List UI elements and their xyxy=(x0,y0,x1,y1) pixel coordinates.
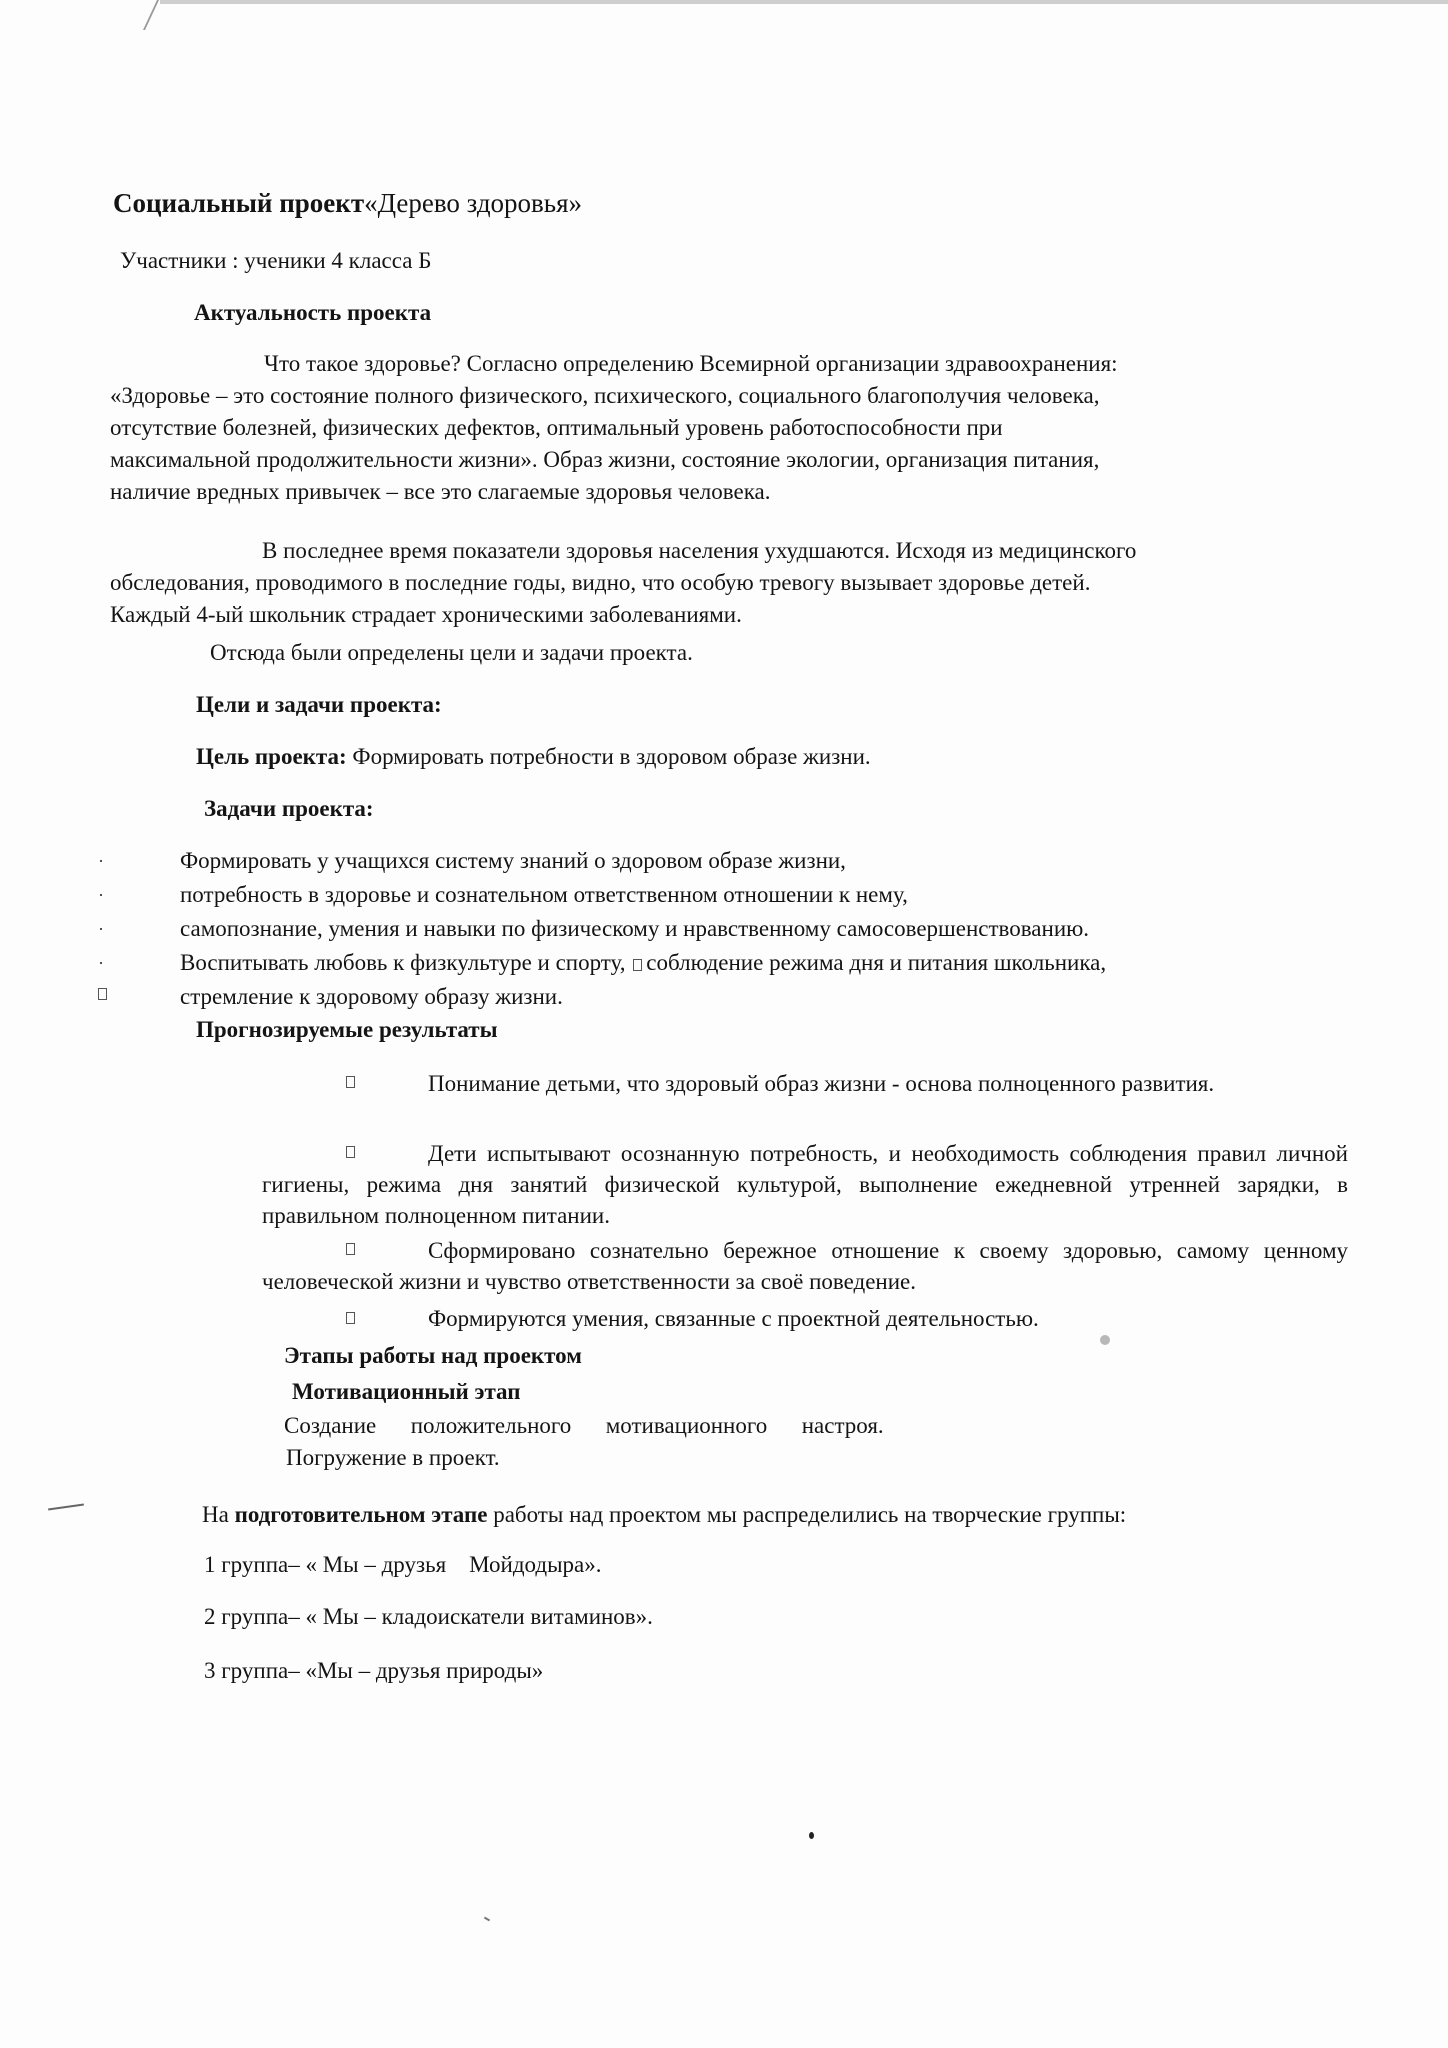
group-item-2: 2 группа– « Мы – кладоискатели витаминов». xyxy=(204,1604,653,1629)
task-item-1: Формировать у учащихся систему знаний о здоровом образе жизни, xyxy=(180,848,846,873)
para1-line4: максимальной продолжительности жизни». Образ жизни, состояние экологии, организация питания, xyxy=(110,447,1100,472)
goal-label: Цель проекта: xyxy=(196,744,347,769)
para1-line3: отсутствие болезней, физических дефектов, оптимальный уровень работоспособности при xyxy=(110,415,1003,440)
missing-glyph-icon xyxy=(98,988,107,1000)
group-item-1: 1 группа– « Мы – друзья Мойдодыра». xyxy=(204,1552,602,1577)
document-title xyxy=(113,188,582,218)
para1-line2: «Здоровье – это состояние полного физического, психического, социального благополучия человека, xyxy=(110,383,1100,408)
task-item-2: потребность в здоровье и сознательном ответственном отношении к нему, xyxy=(180,882,908,907)
scan-speck xyxy=(484,1917,490,1922)
results-heading: Прогнозируемые результаты xyxy=(196,1017,498,1042)
scan-edge xyxy=(160,0,1448,4)
bullet-dot: · xyxy=(98,919,104,939)
task-item-5: стремление к здоровому образу жизни. xyxy=(180,984,563,1009)
para2-line1: В последнее время показатели здоровья населения ухудшаются. Исходя из медицинского xyxy=(262,538,1137,563)
bullet-dot: · xyxy=(98,953,104,973)
para1-line5: наличие вредных привычек – все это слагаемые здоровья человека. xyxy=(110,479,771,504)
para2-line4: Отсюда были определены цели и задачи проекта. xyxy=(210,640,693,665)
relevance-heading: Актуальность проекта xyxy=(194,300,432,325)
motivation-heading: Мотивационный этап xyxy=(292,1379,521,1404)
task-item-4a: Воспитывать любовь к физкультуре и спорту, xyxy=(180,950,626,975)
scan-corner-mark xyxy=(143,0,177,30)
task-item-4 xyxy=(180,948,1106,978)
missing-glyph-icon xyxy=(633,959,642,971)
prep-suffix: работы над проектом мы распределились на творческие группы: xyxy=(487,1502,1127,1527)
scan-speck xyxy=(1100,1335,1110,1345)
para2-line2: обследования, проводимого в последние годы, видно, что особую тревогу вызывает здоровье детей. xyxy=(110,570,1091,595)
title-rest: «Дерево здоровья» xyxy=(364,188,583,218)
result-item-3: Сформировано сознательно бережное отношение к своему здоровью, самому ценному человеческой жизни и чувство ответственности за своё поведение. xyxy=(262,1238,1348,1294)
goal-text: Формировать потребности в здоровом образе жизни. xyxy=(346,744,871,769)
goal-line xyxy=(196,742,871,772)
motivation-line2: Погружение в проект. xyxy=(286,1445,500,1470)
prep-bold: подготовительном этапе xyxy=(234,1502,488,1527)
title-bold: Социальный проект xyxy=(113,188,365,218)
margin-pen-mark xyxy=(48,1504,84,1511)
para1-line1: Что такое здоровье? Согласно определению Всемирной организации здравоохранения: xyxy=(264,351,1118,376)
bullet-dot: · xyxy=(98,851,104,871)
result-item-2: Дети испытывают осознанную потребность, и необходимость соблюдения правил личной гигиены, режима дня занятий физической культурой, выполнение ежедневной утренней зарядки, в правильном полноценном питании. xyxy=(262,1141,1348,1228)
prep-prefix: На xyxy=(202,1502,235,1527)
tasks-heading: Задачи проекта: xyxy=(204,796,374,821)
goals-heading: Цели и задачи проекта: xyxy=(196,692,442,717)
result-item-4: Формируются умения, связанные с проектной деятельностью. xyxy=(428,1306,1039,1331)
group-item-3: 3 группа– «Мы – друзья природы» xyxy=(204,1658,544,1683)
participants-line: Участники : ученики 4 класса Б xyxy=(120,248,432,273)
motivation-line1: Создание положительного мотивационного настроя. xyxy=(284,1413,884,1438)
task-item-4b: соблюдение режима дня и питания школьника, xyxy=(646,950,1107,975)
para2-line3: Каждый 4-ый школьник страдает хроническими заболеваниями. xyxy=(110,602,742,627)
result-item-1: Понимание детьми, что здоровый образ жизни - основа полноценного развития. xyxy=(428,1071,1215,1096)
scan-speck xyxy=(809,1832,814,1839)
stages-heading: Этапы работы над проектом xyxy=(284,1343,582,1368)
prep-stage-line xyxy=(202,1500,1126,1530)
bullet-dot: · xyxy=(98,885,104,905)
missing-glyph-icon xyxy=(346,1312,355,1324)
task-item-3: самопознание, умения и навыки по физическому и нравственному самосовершенствованию. xyxy=(180,916,1090,941)
